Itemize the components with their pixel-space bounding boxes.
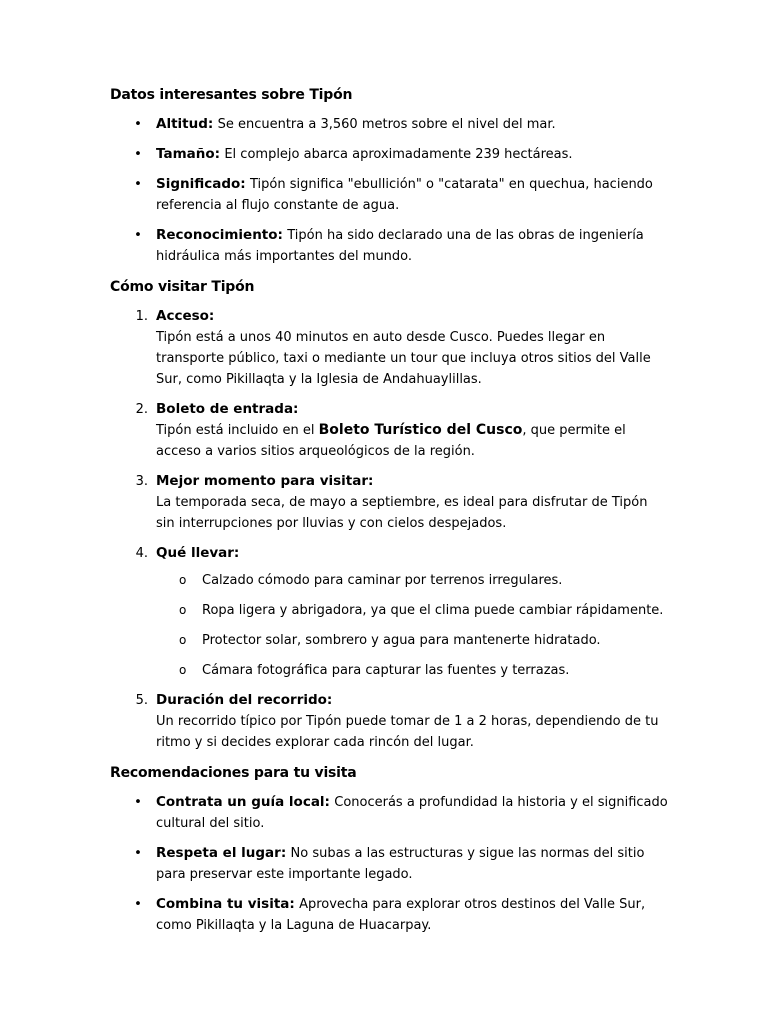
- sublist-item: [156, 570, 668, 591]
- bullet-marker: •: [134, 176, 142, 192]
- list-item: [110, 144, 668, 165]
- item-label: Reconocimiento:: [156, 227, 283, 243]
- item-number: 4.: [135, 546, 148, 561]
- item-text: Tipón ha sido declarado una de las obras de ingeniería hidráulica más importantes del mundo.: [156, 228, 644, 264]
- item-text: No subas a las estructuras y sigue las normas del sitio para preservar este importante legado.: [156, 846, 645, 882]
- item-text: [156, 420, 668, 462]
- item-label: Qué llevar:: [156, 545, 240, 561]
- bullet-marker: •: [134, 146, 142, 162]
- sub-bullet-marker: o: [179, 573, 187, 587]
- sublist-item-text: Ropa ligera y abrigadora, ya que el clima puede cambiar rápidamente.: [202, 603, 664, 618]
- bullet-marker: •: [134, 116, 142, 132]
- list-item: [110, 843, 668, 885]
- item-label: Respeta el lugar:: [156, 845, 287, 861]
- list-item: [110, 174, 668, 216]
- list-item: [110, 894, 668, 936]
- sub-bullet-marker: o: [179, 633, 187, 647]
- item-text: Tipón significa "ebullición" o "catarata" en quechua, haciendo referencia al flujo constante de agua.: [156, 177, 653, 213]
- item-text-bold: Boleto Turístico del Cusco: [318, 422, 523, 438]
- sub-bullet-marker: o: [179, 663, 187, 677]
- sublist-item: [156, 600, 668, 621]
- item-number: 1.: [135, 309, 148, 324]
- item-text: Conocerás a profundidad la historia y el significado cultural del sitio.: [156, 795, 668, 831]
- item-text: El complejo abarca aproximadamente 239 hectáreas.: [224, 147, 573, 162]
- item-label: Significado:: [156, 176, 246, 192]
- item-label: Mejor momento para visitar:: [156, 473, 374, 489]
- list-item: [110, 792, 668, 834]
- sublist-item-text: Calzado cómodo para caminar por terrenos irregulares.: [202, 573, 563, 588]
- list-item: [110, 399, 668, 462]
- bullet-marker: •: [134, 896, 142, 912]
- item-label: Contrata un guía local:: [156, 794, 330, 810]
- sublist-item: [156, 660, 668, 681]
- section-heading-datos: Datos interesantes sobre Tipón: [110, 87, 353, 103]
- item-text: Aprovecha para explorar otros destinos del Valle Sur, como Pikillaqta y la Laguna de Huacarpay.: [156, 897, 646, 933]
- section-heading-visitar: Cómo visitar Tipón: [110, 279, 255, 295]
- list-item: [110, 225, 668, 267]
- item-text: Un recorrido típico por Tipón puede tomar de 1 a 2 horas, dependiendo de tu ritmo y si decides explorar cada rincón del lugar.: [156, 714, 659, 750]
- item-label: Duración del recorrido:: [156, 692, 333, 708]
- sublist-item-text: Protector solar, sombrero y agua para mantenerte hidratado.: [202, 633, 601, 648]
- bullet-marker: •: [134, 227, 142, 243]
- sublist: [156, 570, 668, 681]
- bullet-marker: •: [134, 845, 142, 861]
- item-text-before: Tipón está incluido en el: [156, 423, 319, 438]
- sublist-item-text: Cámara fotográfica para capturar las fuentes y terrazas.: [202, 663, 570, 678]
- list-item: [110, 471, 668, 534]
- item-text: Se encuentra a 3,560 metros sobre el nivel del mar.: [217, 117, 556, 132]
- list-item: [110, 690, 668, 753]
- item-text: La temporada seca, de mayo a septiembre, es ideal para disfrutar de Tipón sin interrupciones por lluvias y con cielos despejados.: [156, 495, 648, 531]
- item-number: 3.: [135, 474, 148, 489]
- bullet-marker: •: [134, 794, 142, 810]
- item-number: 2.: [135, 402, 148, 417]
- recomendaciones-list: [110, 792, 668, 936]
- datos-list: [110, 114, 668, 267]
- item-text: Tipón está a unos 40 minutos en auto desde Cusco. Puedes llegar en transporte público, taxi o mediante un tour que incluya otros sitios del Valle Sur, como Pikillaqta y la Iglesia de Andahuaylillas.: [156, 330, 651, 387]
- item-text-after: , que permite el acceso a varios sitios arqueológicos de la región.: [156, 423, 626, 459]
- item-number: 5.: [135, 693, 148, 708]
- item-label: Tamaño:: [156, 146, 221, 162]
- sublist-item: [156, 630, 668, 651]
- item-label: Boleto de entrada:: [156, 401, 299, 417]
- section-heading-recomendaciones: Recomendaciones para tu visita: [110, 765, 357, 781]
- sub-bullet-marker: o: [179, 603, 187, 617]
- list-item: [110, 306, 668, 390]
- item-label: Altitud:: [156, 116, 214, 132]
- item-label: Combina tu visita:: [156, 896, 295, 912]
- item-label: Acceso:: [156, 308, 215, 324]
- list-item: [110, 543, 668, 681]
- visitar-list: [110, 306, 668, 753]
- list-item: [110, 114, 668, 135]
